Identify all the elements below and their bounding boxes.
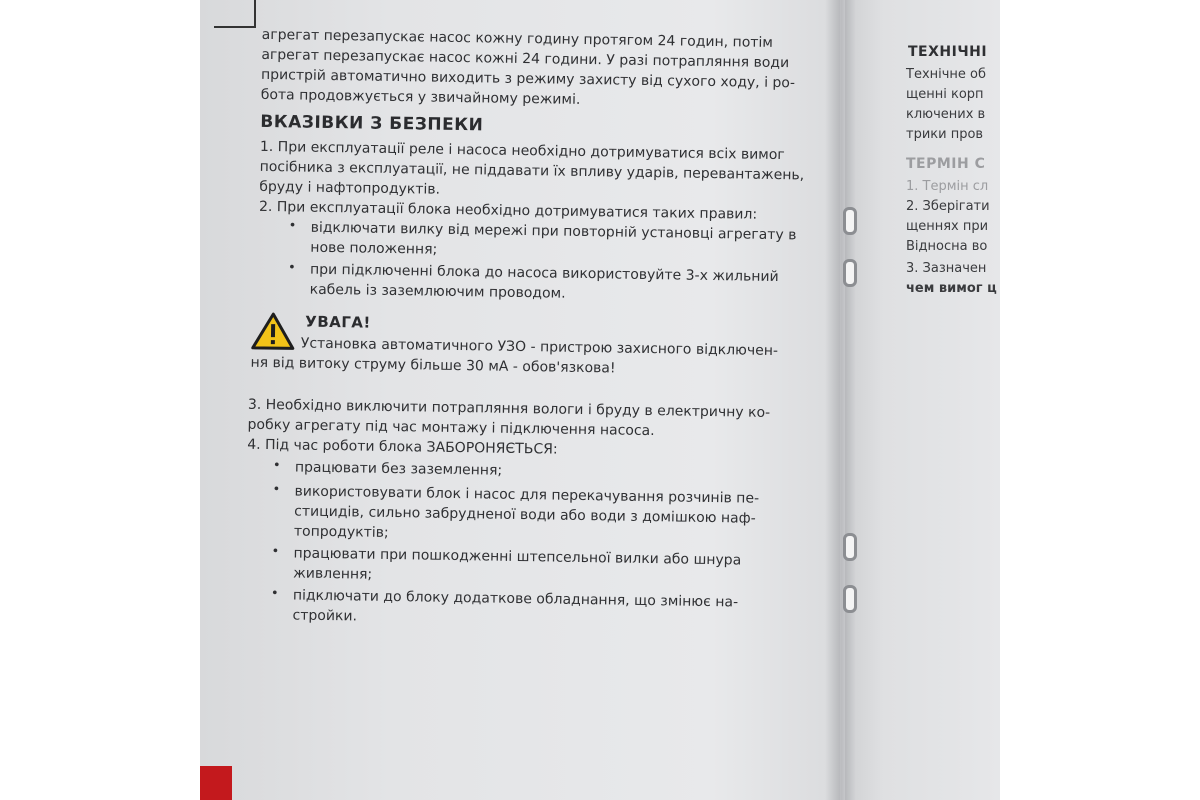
right-line: 2. Зберігати (906, 199, 990, 214)
item2-bullet-line: відключати вилку від мережі при повторній установці агрегату в (310, 219, 797, 244)
item4-bullet-line: живлення; (293, 565, 373, 583)
item4-bullet-line: працювати без заземлення; (294, 459, 503, 479)
item4-bullet-line: використовувати блок і насос для перекачування розчинів пе- (294, 483, 760, 507)
item1-line: 1. При експлуатації реле і насоса необхідно дотримуватися всіх вимог (259, 138, 785, 164)
item2-bullet-line: при підключенні блока до насоса використовуйте 3-х жильний (309, 261, 779, 286)
item3-line: робку агрегату під час монтажу і підключення насоса. (247, 416, 655, 440)
item4-bullet-line: працювати при пошкодженні штепсельної вилки або шнура (293, 545, 742, 569)
item4-bullet-line: підключати до блоку додаткове обладнання, що змінює на- (292, 587, 739, 611)
right-line: Технічне об (906, 67, 987, 82)
warning-title: УВАГА! (305, 312, 371, 332)
item1-line: бруду і нафтопродуктів. (259, 178, 441, 198)
item4-line: 4. Під час роботи блока ЗАБОРОНЯЄТЬСЯ: (247, 436, 558, 458)
right-line: 3. Зазначен (906, 261, 987, 276)
bullet-glyph: • (272, 482, 281, 498)
item3-line: 3. Необхідно виключити потрапляння вологи і бруду в електричну ко- (247, 396, 771, 421)
intro-line: пристрій автоматично виходить з режиму захисту від сухого ходу, і ро- (260, 66, 796, 92)
intro-line: бота продовжується у звичайному режимі. (260, 86, 581, 108)
right-line: Відносна во (906, 239, 988, 254)
binding-ring (843, 259, 857, 287)
binding-ring (843, 533, 857, 561)
right-heading: ТЕРМІН С (906, 156, 986, 172)
right-line: чем вимог ц (906, 281, 997, 296)
bullet-glyph: • (272, 458, 281, 474)
right-heading: ТЕХНІЧНІ (908, 44, 988, 60)
item1-line: посібника з експлуатації, не піддавати їх впливу ударів, перевантажень, (259, 158, 805, 184)
bullet-glyph: • (270, 586, 279, 602)
bullet-glyph: • (288, 218, 297, 234)
right-line: трики пров (906, 127, 984, 142)
bullet-glyph: • (271, 544, 280, 560)
warning-line: Установка автоматичного УЗО - пристрою захисного відключен- (300, 335, 779, 360)
right-line: 1. Термін сл (906, 179, 989, 194)
item4-bullet-line: топродуктів; (293, 523, 389, 541)
right-line: щенні корп (906, 87, 984, 102)
left-page-content (200, 0, 846, 800)
item4-bullet-line: стройки. (292, 607, 358, 625)
item2-line: 2. При експлуатації блока необхідно дотримуватися таких правил: (258, 198, 758, 223)
binding-ring (843, 585, 857, 613)
binding-ring (843, 207, 857, 235)
item2-bullet-line: нове положення; (310, 239, 438, 258)
bullet-glyph: • (287, 260, 296, 276)
intro-line: агрегат перезапускає насос кожну годину протягом 24 годин, потім (261, 26, 774, 51)
safety-heading: ВКАЗІВКИ З БЕЗПЕКИ (260, 111, 484, 136)
booklet-photo (200, 0, 1000, 800)
warning-line: ня від витоку струму більше 30 мА - обов'язкова! (250, 354, 616, 377)
warning-triangle-icon (251, 312, 296, 351)
right-line: щеннях при (906, 219, 989, 234)
item2-bullet-line: кабель із заземлюючим проводом. (309, 281, 566, 302)
item4-bullet-line: стицидів, сильно забрудненої води або води з домішкою наф- (294, 503, 756, 527)
intro-line: агрегат перезапускає насос кожні 24 години. У разі потрапляння води (261, 46, 790, 72)
right-line: ключених в (906, 107, 986, 122)
